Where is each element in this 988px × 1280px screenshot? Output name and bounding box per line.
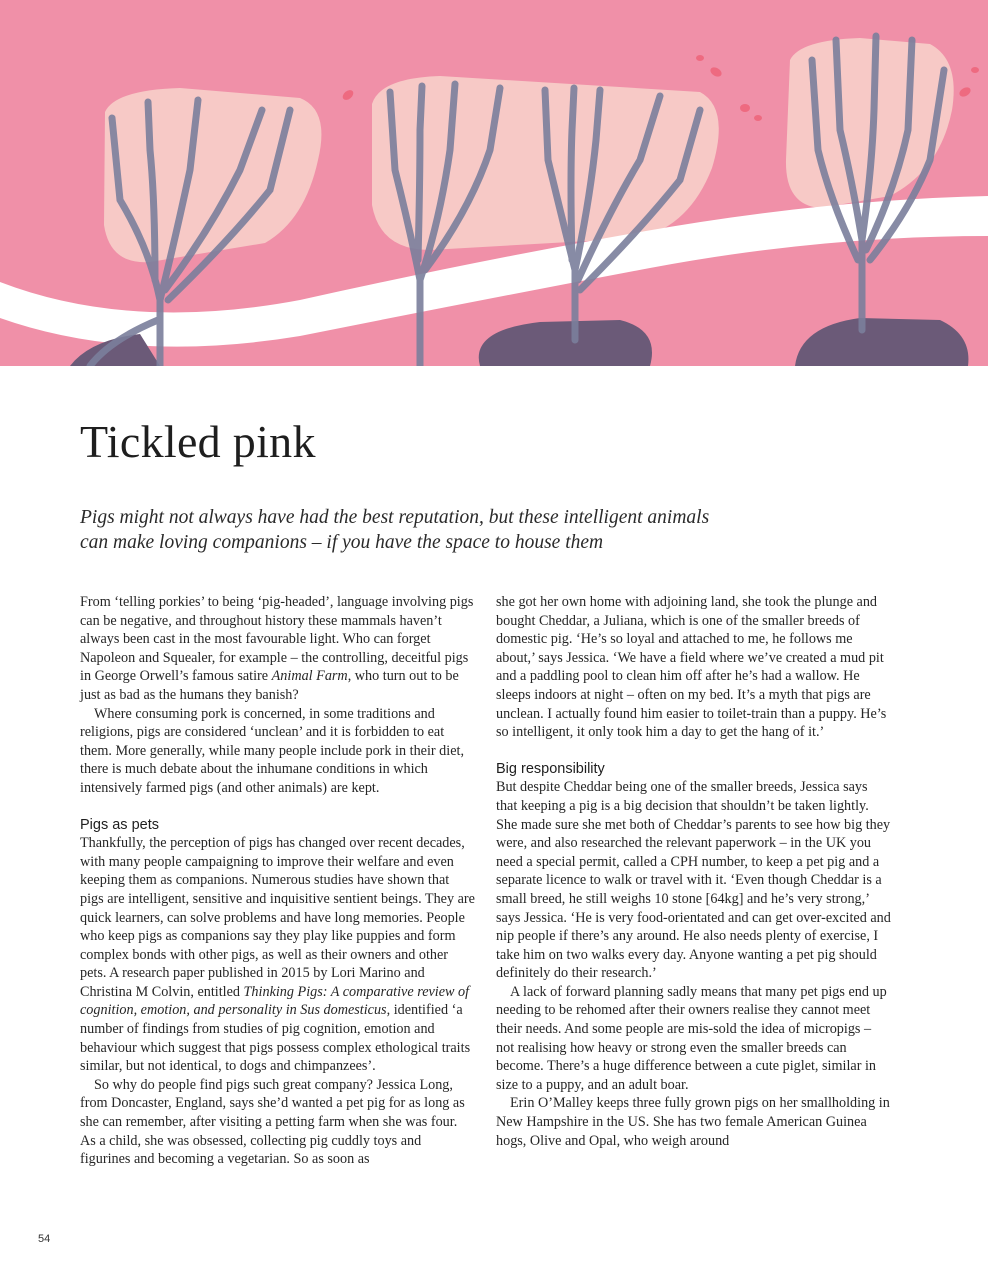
paragraph: But despite Cheddar being one of the smaller breeds, Jessica says that keeping a pig is a big decision that shouldn’t be taken lightly. She made sure she met both of Cheddar’s parents to see how big they were, and also researched the relevant paperwork – in the UK you need a special permit, called a CPH number, to keep a pet pig and a separate licence to walk or travel with it. ‘Even though Cheddar is a small breed, he still weighs 10 stone [64kg] and he’s very strong,’ says Jessica. ‘He is very food-orientated and can get over-excited and nip people if there’s any around. He also needs plenty of exercise, I take him on two walks every day. Anyone wanting a pet pig should definitely do their research.’: [496, 779, 891, 982]
standfirst: [80, 505, 780, 555]
paragraph: Erin O’Malley keeps three fully grown pigs on her smallholding in New Hampshire in the US. She has two female American Guinea hogs, Olive and Opal, who weigh around: [496, 1095, 890, 1149]
subheading: Big responsibility: [496, 760, 605, 777]
paragraph: Where consuming pork is concerned, in some traditions and religions, pigs are considered ‘unclean’ and it is forbidden to eat them. More generally, while many people include pork in their diet, there is much debate about the inhumane conditions in which intensively farmed pigs (and other animals) are kept.: [80, 705, 464, 796]
column-right: [496, 593, 891, 1150]
pink-trees-illustration: [0, 0, 988, 366]
paragraph: she got her own home with adjoining land, she took the plunge and bought Cheddar, a Juliana, which is one of the smaller breeds of domestic pig. ‘He’s so loyal and attached to me, he follows me about,’ says Jessica. ‘We have a field where we’ve created a mud pit and a paddling pool to clean him off after he’s had a wallow. He sleeps indoors at night – often on my bed. It’s a myth that pigs are unclean. I actually found him easier to toilet-train than a puppy. He’s so intelligent, it only took him a day to get the hang of it.’: [496, 594, 887, 741]
page-number: 54: [38, 1233, 51, 1245]
subheading: Pigs as pets: [80, 816, 159, 833]
paragraph: Thankfully, the perception of pigs has changed over recent decades, with many people campaigning to improve their welfare and even keeping them as companions. Numerous studies have shown that pigs are intelligent, sensitive and inquisitive sentient beings. They are quick learners, can solve problems and have long memories. People who keep pigs as companions say they play like puppies and form complex bonds with other pigs, as well as their owners and other pets. A research paper published in 2015 by Lori Marino and Christina M Colvin, entitled Thinking Pigs: A comparative review of cognition, emotion, and personality in Sus domesticus, identified ‘a number of findings from studies of pig cognition, emotion and behaviour which suggest that pigs possess complex ethological traits similar, but not identical, to dogs and chimpanzees’.: [80, 835, 475, 1075]
article-title: Tickled pink: [80, 416, 316, 467]
column-left: [80, 593, 475, 1169]
hero-illustration: [0, 0, 988, 366]
standfirst-line: Pigs might not always have had the best reputation, but these intelligent animals: [80, 507, 710, 528]
paragraph: From ‘telling porkies’ to being ‘pig-headed’, language involving pigs can be negative, and throughout history these mammals haven’t always been cast in the most favourable light. Who can forget Napoleon and Squealer, for example – the controlling, deceitful pigs in George Orwell’s famous satire Animal Farm, who turn out to be just as bad as the humans they banish?: [80, 594, 474, 703]
paragraph: A lack of forward planning sadly means that many pet pigs end up needing to be rehomed after their owners realise they cannot meet their needs. And some people are mis-sold the idea of micropigs – not realising how heavy or strong even the smaller breeds can become. There’s a huge difference between a cute piglet, similar in size to a puppy, and an adult boar.: [496, 983, 887, 1093]
paragraph: So why do people find pigs such great company? Jessica Long, from Doncaster, England, says she’d wanted a pet pig for as long as she can remember, after visiting a petting farm when she was four. As a child, she was obsessed, collecting pig cuddly toys and figurines and becoming a vegetarian. So as soon as: [80, 1076, 465, 1168]
standfirst-line: can make loving companions – if you have the space to house them: [80, 532, 604, 553]
